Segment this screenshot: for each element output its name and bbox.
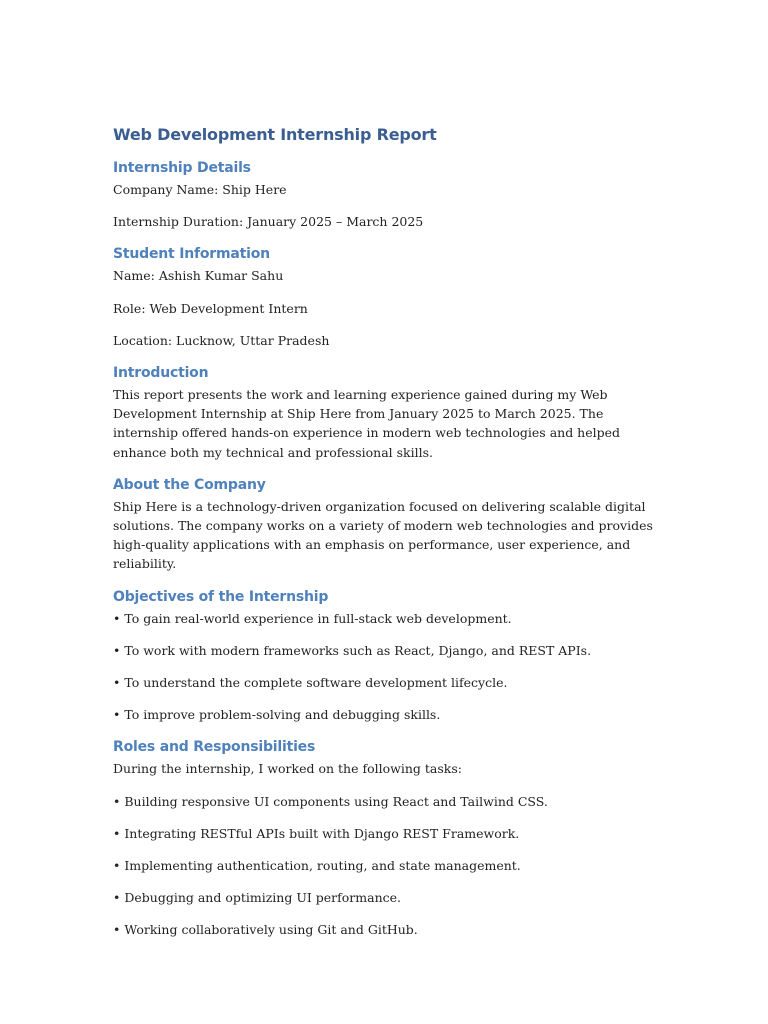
paragraph: Company Name: Ship Here: [113, 182, 287, 197]
section-heading: Roles and Responsibilities: [113, 739, 316, 756]
paragraph: Name: Ashish Kumar Sahu: [113, 268, 284, 284]
paragraph: During the internship, I worked on the following tasks:: [113, 761, 462, 777]
section-about-company: [113, 475, 661, 574]
paragraph: This report presents the work and learning experience gained during my Web Development Internship at Ship Here from January 2025 to March 2025. The internship offered hands-on experience in modern web technologies and helped enhance both my technical and professional skills.: [113, 387, 621, 460]
section-introduction: [113, 363, 661, 462]
section-roles-responsibilities: [113, 737, 661, 939]
section-objectives: [113, 587, 661, 725]
bullet-item: • Integrating RESTful APIs built with Django REST Framework.: [113, 825, 520, 841]
document-page: [113, 124, 661, 953]
section-student-information: [113, 244, 661, 350]
bullet-item: • Implementing authentication, routing, and state management.: [113, 858, 521, 874]
bullet-item: • To improve problem-solving and debugging skills.: [113, 707, 441, 723]
paragraph: Ship Here is a technology-driven organization focused on delivering scalable digital solutions. The company works on a variety of modern web technologies and provides high-quality applications with an emphasis on performance, user experience, and reliability.: [113, 498, 653, 572]
bullet-item: • To gain real-world experience in full-stack web development.: [113, 610, 512, 626]
bullet-item: • To understand the complete software development lifecycle.: [113, 675, 508, 691]
section-heading: Introduction: [113, 365, 209, 382]
section-internship-details: [113, 158, 661, 231]
document-title: Web Development Internship Report: [113, 125, 437, 144]
paragraph: Role: Web Development Intern: [113, 300, 308, 316]
bullet-item: • Building responsive UI components using React and Tailwind CSS.: [113, 793, 548, 809]
bullet-item: • Debugging and optimizing UI performance.: [113, 890, 402, 906]
section-heading: Student Information: [113, 246, 270, 263]
paragraph: Location: Lucknow, Uttar Pradesh: [113, 332, 330, 348]
section-heading: About the Company: [113, 476, 266, 493]
paragraph: Internship Duration: January 2025 – March 2025: [113, 214, 424, 230]
bullet-item: • To work with modern frameworks such as React, Django, and REST APIs.: [113, 642, 592, 658]
section-heading: Objectives of the Internship: [113, 588, 329, 605]
section-heading: Internship Details: [113, 160, 251, 176]
bullet-item: • Working collaboratively using Git and GitHub.: [113, 922, 418, 938]
